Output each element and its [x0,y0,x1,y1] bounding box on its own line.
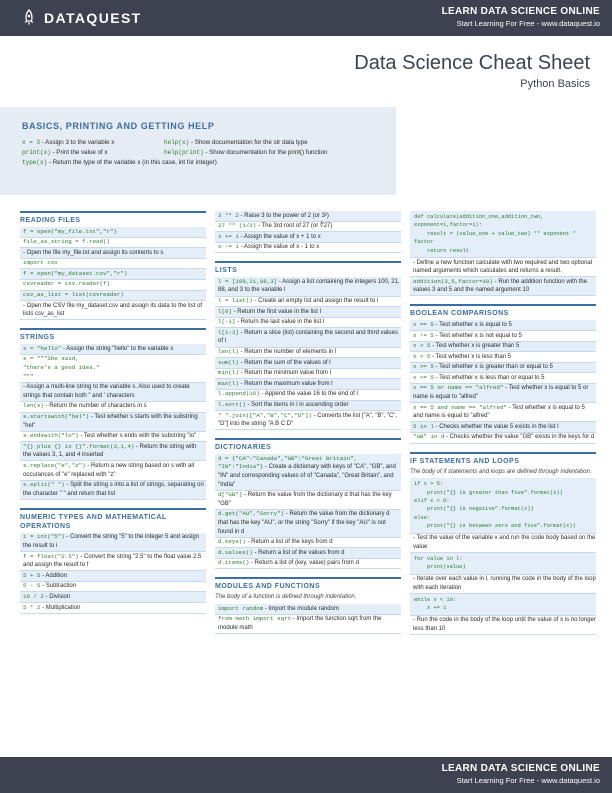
column-1 [20,211,206,622]
code: l[1:3] [218,328,239,336]
entry [20,533,206,552]
section-heading: MODULES AND FUNCTIONS [215,583,321,591]
entry [410,433,596,444]
entry [20,461,206,480]
entry [20,269,206,280]
entry [215,318,401,329]
section-heading: IF STATEMENTS AND LOOPS [410,457,520,465]
entry-list [20,227,206,320]
entry [215,548,401,559]
code: s.split(" ") [23,481,65,489]
description: - Assign a list containing the integers 100, 21, 88, and 3 to the variable l [218,278,400,294]
entry [410,258,596,277]
description: - Iterate over each value in l, running the code in the body of the loop with each iteration [413,576,596,591]
entry [20,571,206,582]
basics-item [22,138,164,148]
code: d.values() [218,548,253,556]
description: - Return the minimum value from l [238,370,331,377]
logo[interactable] [22,9,142,27]
code: d["GB"] [218,491,243,499]
basics-heading: BASICS, PRINTING AND GETTING HELP [22,121,215,131]
logo-text: DATAQUEST [44,10,142,26]
entry [20,227,206,238]
code: x -= 1 [218,243,239,251]
entry-list [215,454,401,569]
code-line: for value in l: [414,555,463,562]
code: l[-1] [218,318,236,326]
boolean-section [410,304,596,443]
code: s = "hello" [23,344,62,352]
entry [20,344,206,355]
code-lines [414,213,592,255]
entry [215,615,401,634]
entry [20,280,206,291]
code-line: print("{} is between zero and five".format(x)) [414,523,576,530]
entry [20,603,206,614]
code: f = float("2.5") [23,552,79,560]
entry [215,491,401,510]
code-line: elif x < 0: [414,497,450,504]
code: len(s) [23,402,44,410]
basics-section [0,107,396,195]
entry [410,403,596,422]
entry [410,320,596,331]
entry [20,442,206,461]
entry [215,222,401,233]
description: - Raise 3 to the power of 2 (or 3²) [238,212,329,219]
description: - Create a dictionary with keys of "CA", "GB", and "IN" and corresponding values of of "Canada", "Great Britain", and "India" [218,464,396,488]
description: - Converts the list ["A", "B", "C", "D"] into the string "A B C D" [218,412,398,428]
entry [20,248,206,259]
code: 5 - 5 [23,582,41,590]
code: x == 5 or name == "alfred" [413,384,504,392]
code: x > 5 [413,342,431,350]
basics-item [164,138,396,148]
description: - Run the addition function with the values 3 and 5 and the named argument 10 [413,278,588,294]
code-block [410,478,596,533]
entry [215,510,401,538]
code: print(x) [22,149,51,156]
code-line: def calculate(addition_one,addition_two, [414,214,544,220]
code: csvreader = csv.reader(f) [23,280,110,288]
description: - Return the last value in the list l [235,319,325,326]
entry-list [215,277,401,430]
description: - Run the code in the body of the loop until the value of x is no longer less than 10 [413,617,596,632]
description: - Test whether x is not equal to 5 [433,332,522,339]
code: addition(3,5,factor=10) [413,277,494,285]
code: "{} plus {} is {}".format(3,1,4) [23,442,135,450]
reading-files-section [20,211,206,320]
footer-bar [0,757,612,793]
entry [215,232,401,243]
code-line: if x > 5: [414,481,444,488]
description: - Test whether s starts with the substring "hel" [23,414,198,429]
description: - Division [43,593,71,600]
description: - Checks whether the value 5 exists in the list l [433,423,559,430]
description: - Checks whether the value "GB" exists in the keys for d [444,434,595,441]
code: x != 5 [413,331,434,339]
code: 3 ** 2 [218,211,239,219]
description: - Define a new function calculate with two required and two optional named arguments which calculates and returns a result. [413,259,593,275]
entry [20,259,206,270]
code: x < 5 [413,352,431,360]
description: - Test whether x is equal to 5 [433,321,512,328]
description: - Test whether x is less than 5 [430,353,511,360]
entry [215,454,401,490]
modules-section [215,577,401,633]
code: s.replace("e","z") [23,461,86,469]
section-heading: DICTIONARIES [215,444,272,452]
entry [410,575,596,594]
description: - Return a list of the values from d [252,549,345,556]
code: file_as_string = f.read() [23,238,110,246]
code: csv_as_list = list(csvreader) [23,291,124,299]
code-line: while x < 10: [414,596,457,603]
description: - Return a list of (key, value) pairs from d [249,560,359,567]
section-heading: STRINGS [20,334,55,342]
code-line: else: [414,514,431,521]
entry-list [20,533,206,614]
code: s.endswith("lo") [23,432,79,440]
code-line: print("{} is negative".format(x)) [414,506,534,513]
entry [20,301,206,320]
entry [215,348,401,359]
code: 10 / 2 [23,592,44,600]
footer-promo[interactable] [442,763,600,787]
promo-link[interactable]: Start Learning For Free - www.dataquest.io [456,19,600,28]
entry [410,534,596,553]
description: - Test whether s ends with the substring "lo" [78,433,197,440]
entry [215,538,401,549]
code: import random [218,604,264,612]
entry [215,277,401,296]
title-block [354,52,590,90]
code: l[0] [218,307,232,315]
code: l = list() [218,297,253,305]
section-heading: BOOLEAN COMPARISONS [410,310,509,318]
description: - Return the number of characters in s [43,403,147,410]
code-lines [414,596,592,613]
page-title: Data Science Cheat Sheet [354,52,590,74]
code: s = """She said, "there's a good idea." """ [23,355,100,380]
code: f = open("my_dataset.csv","r") [23,269,128,277]
description: - Create an empty list and assign the result to l [252,298,379,305]
description: - Assign 3 to the variable x [40,139,115,146]
code: help(x) [164,139,190,146]
entry [410,384,596,403]
description: - Return a new string based on s with all occurances of "e" replaced with "z" [23,462,195,478]
code: from math import sqrt [218,615,292,623]
entry [20,582,206,593]
code-line: print("{} is greater than five".format(x)) [414,489,563,496]
entry [410,342,596,353]
basics-type-row [22,158,396,168]
basics-grid [22,138,396,158]
description: - Show documentation for the print() function [203,149,328,156]
description: - Test whether x is greater than or equal to 5 [433,364,553,371]
description: - Return a slice (list) containing the second and third values of l [218,329,398,345]
code: i = int("5") [23,533,65,541]
description: - Test whether x is equal to 5 or name is equal to "alfred" [413,385,589,401]
code: 5 + 5 [23,571,41,579]
code: l = [100,21,88,3] [218,277,278,285]
entry [410,277,596,296]
page-subtitle: Python Basics [520,78,590,90]
entry [410,422,596,433]
description: - Assign a multi-line string to the variable s. Also used to create strings that contain both " and ' characters [23,384,190,399]
code: sum(l) [218,358,239,366]
description: - Test the value of the variable x and run the code body based on the value [413,535,596,550]
description: - Sort the items in l in ascending order [245,402,349,408]
column-3 [410,211,596,643]
description: - Return the sum of the values of l [238,359,331,366]
description: - Test whether x is equal to 5 and name is equal to "alfred" [413,404,585,420]
entry [215,307,401,318]
entry [20,383,206,402]
entry [215,243,401,254]
entry [215,604,401,615]
description: - Return the string with the values 3, 1, and 4 inserted [23,443,197,459]
description: - Return the maximum value from l [238,380,333,387]
entry [410,331,596,342]
code: min(l) [218,369,239,377]
entry [215,379,401,390]
basics-item [164,148,396,158]
entry-list [215,211,401,253]
entry-list [410,320,596,443]
code: 27 ** (1/3) [218,222,257,230]
entry [20,592,206,603]
entry [215,297,401,308]
section-note: The body of a function is defined through indentation. [215,594,357,601]
entry [215,411,401,430]
code-line: result = (value_one + value_two) ** exponent * factor [414,230,580,246]
description: - Open the CSV file my_dataset.csv and assign its data to the list of lists csv_as_list [23,302,203,318]
section-note: The body of if statements and loops are defined through indentation. [410,468,592,475]
code-line: return result [414,247,470,254]
code: max(l) [218,379,239,387]
description: - Test whether x is less than or equal to 5 [433,374,545,381]
entry [20,355,206,383]
description: - Convert the string "5" to the integer 5 and assign the result to i [23,534,200,549]
function-def-section [410,211,596,296]
entry [410,363,596,374]
code-lines [414,555,592,572]
code: help(print) [164,149,204,156]
if-loops-section [410,452,596,635]
code: d.keys() [218,538,246,546]
description: - Return the type of the variable x (in this case, int for integer) [47,159,217,166]
description: - Multiplication [40,604,81,611]
code: x == 5 [413,320,434,328]
section-heading: LISTS [215,267,238,275]
entry-list [215,604,401,634]
lists-section [215,261,401,430]
entry [20,432,206,443]
promo-link[interactable]: Start Learning For Free - www.dataquest.io [456,776,600,785]
description: - Convert the string "2.5" to the float value 2.5 and assign the result to f [23,553,202,569]
rocket-icon [22,9,36,27]
code: import csv [23,259,58,267]
numeric-cont-section [215,211,401,253]
code-line: print(value) [414,564,466,571]
code-block [410,594,596,616]
code: type(x) [22,159,48,166]
description: - Print the value of x [50,149,108,156]
description: - Import the module random [263,605,339,612]
code: 5 * 2 [23,603,41,611]
entry [410,373,596,384]
entry [20,552,206,571]
entry [410,352,596,363]
code: l.append(16) [218,390,260,398]
basics-item [22,148,164,158]
code-block [410,211,596,258]
code-block [410,553,596,575]
description: - The 3rd root of 27 (or ∛27) [256,223,333,230]
entry [215,328,401,347]
entry [20,238,206,249]
description: - Split the string s into a list of strings, separating on the character " " and return that list [23,482,204,497]
strings-section [20,328,206,500]
dictionaries-section [215,438,401,569]
entry [20,413,206,432]
description: - Return a list of the keys from d [245,539,333,546]
header-promo[interactable] [442,6,600,30]
code: f = open("my_file.txt","r") [23,227,117,235]
code: x == 5 and name == "alfred" [413,403,507,411]
code: d.get("AU","Sorry") [218,510,285,518]
entry [215,559,401,570]
code-line: x += 1 [414,605,447,612]
description: - Return the first value in the list l [231,308,321,315]
description: - Addition [40,572,68,579]
section-heading: READING FILES [20,217,81,224]
entry [215,369,401,380]
description: - Return the value from the dictionary d that has the key "AU", or the string "Sorry" if the key "AU" is not found in d [218,511,390,535]
code: x <= 5 [413,373,434,381]
description: - Import the function sqrt from the module math [218,616,382,631]
entry [20,291,206,302]
entry [215,358,401,369]
description: - Open the file my_file.txt and assign its contents to s [23,249,164,256]
entry-list [20,344,206,500]
promo-title: LEARN DATA SCIENCE ONLINE [441,763,600,774]
description: - Return the number of elements in l [238,349,337,356]
entry [215,390,401,401]
header-bar [0,0,612,36]
description: - Subtraction [40,583,77,590]
promo-title: LEARN DATA SCIENCE ONLINE [441,6,600,17]
code: " ".join(["A","B","C","D"]) [218,411,312,419]
description: - Append the value 16 to the end of l [259,391,358,398]
numeric-section [20,508,206,614]
code: "GB" in d [413,433,445,441]
description: - Return the value from the dictionary d that has the key "GB" [218,492,392,507]
entry [410,616,596,635]
description: - Assign the value of x - 1 to x [238,244,320,251]
code-line: exponent=1,factor=1): [414,222,482,229]
entry [20,402,206,413]
code: 5 in l [413,422,434,430]
code: x += 1 [218,232,239,240]
code: x = 3 [22,139,41,146]
description: - Assign the string "hello" to the variable s [61,345,174,352]
description: - Show documentation for the str data type [189,139,308,146]
column-2 [215,211,401,642]
code-lines [414,480,592,530]
description: - Test whether x is greater than 5 [430,343,520,350]
code: len(l) [218,348,239,356]
section-heading: NUMERIC TYPES AND MATHEMATICAL OPERATIONS [20,513,167,530]
description: - Assign the value of x + 1 to x [238,233,321,240]
code: d = {"CA":"Canada","GB":"Great Britain", "IN":"India"} [218,454,361,471]
entry [20,481,206,500]
code: l.sort() [218,401,246,408]
code: d.items() [218,559,250,567]
entry [215,401,401,412]
code: s.startswith("hel") [23,413,90,420]
entry [215,211,401,222]
code: x >= 5 [413,363,434,371]
